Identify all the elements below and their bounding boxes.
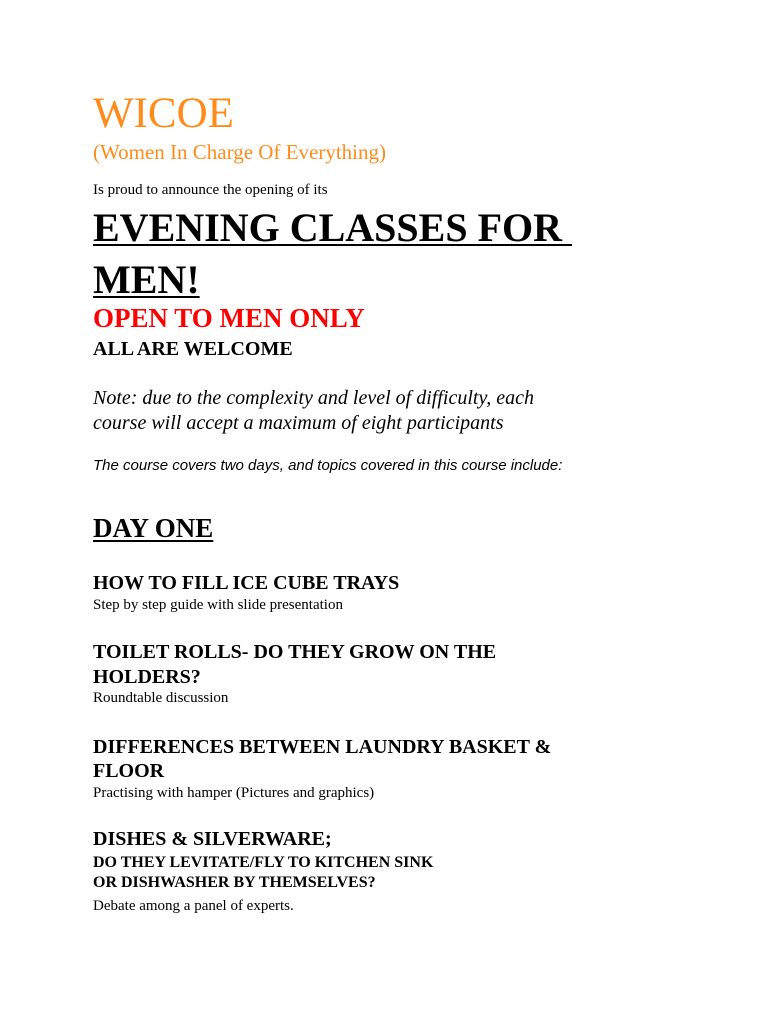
topic-4-description: Debate among a panel of experts. [93,898,294,914]
open-to-men-only: OPEN TO MEN ONLY [93,303,365,333]
topic-3-title-line-1: DIFFERENCES BETWEEN LAUNDRY BASKET & [93,736,552,758]
headline-line-2: MEN! [93,257,200,302]
note-line-1: Note: due to the complexity and level of difficulty, each [93,387,534,409]
org-tagline: (Women In Charge Of Everything) [93,140,387,164]
topic-2-description: Roundtable discussion [93,690,229,706]
topic-4-subtitle-line-1: DO THEY LEVITATE/FLY TO KITCHEN SINK [93,854,434,871]
topic-1-title: HOW TO FILL ICE CUBE TRAYS [93,572,400,594]
topic-3-description: Practising with hamper (Pictures and graphics) [93,785,375,801]
topic-3-title-line-2: FLOOR [93,760,165,782]
org-name: WICOE [93,90,234,137]
headline-line-1: EVENING CLASSES FOR [93,205,573,250]
topic-2-title-line-2: HOLDERS? [93,666,201,688]
note-line-2: course will accept a maximum of eight participants [93,412,504,434]
day-one-heading: DAY ONE [93,513,214,543]
course-coverage-text: The course covers two days, and topics covered in this course include: [93,457,563,474]
topic-1-description: Step by step guide with slide presentation [93,597,343,613]
topic-4-title: DISHES & SILVERWARE; [93,828,332,850]
topic-2-title-line-1: TOILET ROLLS- DO THEY GROW ON THE [93,641,497,663]
topic-4-subtitle-line-2: OR DISHWASHER BY THEMSELVES? [93,874,376,891]
all-are-welcome: ALL ARE WELCOME [93,338,293,360]
announcement-text: Is proud to announce the opening of its [93,182,328,198]
